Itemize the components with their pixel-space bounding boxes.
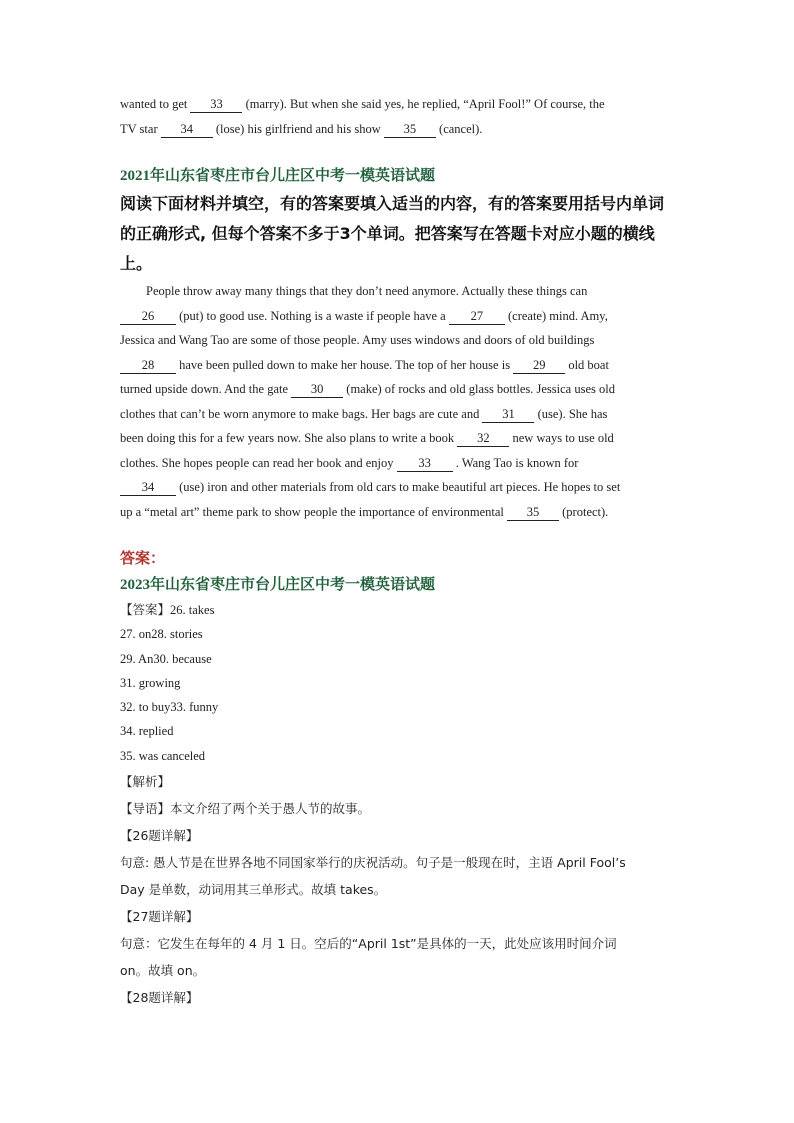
blank-33: 33 [397, 455, 453, 472]
blank-28: 28 [120, 357, 176, 374]
answers-heading: 答案： [120, 551, 166, 567]
blank-34: 34 [120, 479, 176, 496]
text: (cancel). [435, 121, 483, 136]
text: clothes. She hopes people can read her book and enjoy [120, 455, 397, 470]
blank-26: 26 [120, 308, 176, 325]
text: (protect). [559, 504, 609, 519]
answer-line [120, 598, 680, 622]
section-title: 2021年山东省枣庄市台儿庄区中考一模英语试题 [120, 168, 436, 184]
text: (make) of rocks and old glass bottles. Jessica uses old [343, 382, 615, 396]
text: wanted to get [120, 97, 191, 111]
q27-explanation-line-2: on。故填 on。 [120, 963, 206, 979]
blank-33: 33 [190, 96, 242, 113]
text: up a “metal art” theme park to show people the importance of environmental [120, 504, 508, 519]
passage-line-6 [120, 402, 680, 427]
answer-line: 35. was canceled [120, 748, 206, 763]
blank-31: 31 [482, 406, 534, 423]
answer-line: 32. to buy33. funny [120, 700, 219, 715]
answers-title: 2023年山东省枣庄市台儿庄区中考一模英语试题 [120, 577, 436, 593]
prev-passage-line-1 [120, 92, 680, 117]
q28-label: 【28题详解】 [120, 990, 199, 1006]
guide-text: 【导语】本文介绍了两个关于愚人节的故事。 [120, 801, 371, 817]
blank-29: 29 [513, 357, 565, 374]
passage-line-7 [120, 426, 680, 451]
blank-35: 35 [384, 121, 436, 138]
passage-line-4 [120, 353, 680, 378]
text: (lose) his girlfriend and his show [212, 121, 384, 136]
answer-label: 【答案】 [120, 602, 171, 617]
text: have been pulled down to make her house. The top of her house is [176, 357, 514, 372]
text: 26. takes [170, 603, 215, 617]
answer-line: 27. on28. stories [120, 627, 203, 642]
passage-line-10 [120, 500, 680, 525]
blank-35: 35 [507, 504, 559, 521]
text: old boat [565, 357, 609, 372]
document-page [120, 92, 680, 1011]
blank-27: 27 [449, 308, 505, 325]
blank-32: 32 [457, 430, 509, 447]
prev-passage-line-2 [120, 117, 680, 142]
q26-label: 【26题详解】 [120, 828, 199, 844]
passage-line-1: People throw away many things that they don’t need anymore. Actually these things can [146, 284, 588, 298]
text: (use). She has [534, 406, 608, 421]
answer-line: 34. replied [120, 724, 174, 739]
text: turned upside down. And the gate [120, 382, 292, 396]
passage-line-2 [120, 304, 680, 329]
analysis-label: 【解析】 [120, 774, 171, 790]
blank-34: 34 [161, 121, 213, 138]
instruction-line-2: 的正确形式, 但每个答案不多于3个单词。把答案写在答题卡对应小题的横线上。 [120, 224, 655, 273]
q27-label: 【27题详解】 [120, 909, 199, 925]
q26-explanation-line-2: Day 是单数，动词用其三单形式。故填 takes。 [120, 882, 387, 898]
answer-line: 29. An30. because [120, 651, 212, 666]
text: . Wang Tao is known for [452, 455, 579, 470]
text: TV star [120, 121, 161, 136]
passage-line-5 [120, 377, 680, 402]
text: been doing this for a few years now. She also plans to write a book [120, 431, 458, 445]
answer-line: 31. growing [120, 675, 181, 690]
passage-line-9 [120, 475, 680, 500]
text: (marry). But when she said yes, he replied, “April Fool!” Of course, the [242, 97, 605, 111]
passage-line-3: Jessica and Wang Tao are some of those people. Amy uses windows and doors of old buildings [120, 333, 595, 347]
text: (use) iron and other materials from old cars to make beautiful art pieces. He hopes to set [176, 480, 621, 494]
text: new ways to use old [509, 431, 614, 445]
instruction-line-1: 阅读下面材料并填空，有的答案要填入适当的内容，有的答案要用括号内单词 [120, 194, 665, 213]
q27-explanation-line-1: 句意：它发生在每年的 4 月 1 日。空后的“April 1st”是具体的一天，此处应该用时间介词 [120, 936, 617, 952]
blank-30: 30 [291, 381, 343, 398]
passage-line-8 [120, 451, 680, 476]
text: clothes that can’t be worn anymore to make bags. Her bags are cute and [120, 406, 483, 421]
text: (create) mind. Amy, [504, 308, 608, 323]
q26-explanation-line-1: 句意: 愚人节是在世界各地不同国家举行的庆祝活动。句子是一般现在时，主语 April Fool’s [120, 855, 626, 871]
text: (put) to good use. Nothing is a waste if people have a [176, 308, 449, 323]
